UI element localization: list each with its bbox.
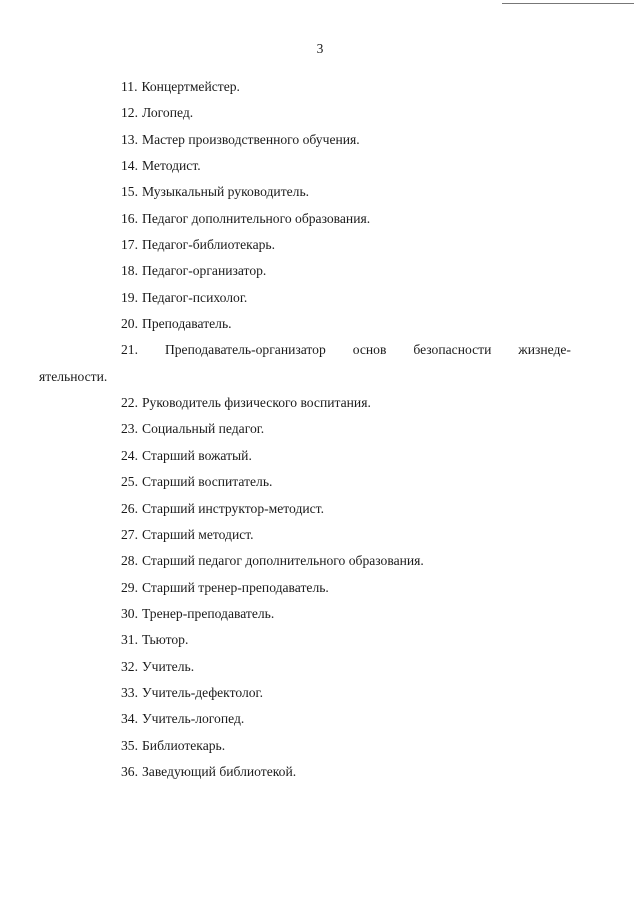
list-item [0,236,640,262]
item-text: Мастер производственного обучения. [142,131,360,147]
item-number: 25. [121,474,138,490]
list-item [0,157,640,183]
item-number: 15. [121,184,138,200]
item-text: Старший тренер-преподаватель. [142,579,329,595]
item-number: 35. [121,737,138,753]
list-item [0,526,640,552]
item-text: Библиотекарь. [142,737,226,753]
item-text: Методист. [142,158,201,174]
item-number: 30. [121,605,138,621]
item-word: основ [352,342,387,358]
item-text: Старший вожатый. [142,447,252,463]
item-number: 16. [121,210,138,226]
list-item [0,262,640,288]
item-number: 13. [121,131,138,147]
top-edge-line [502,3,634,5]
list-item [0,104,640,130]
item-number: 33. [121,684,138,700]
item-number: 28. [121,553,138,569]
list-item [0,500,640,526]
item-text: Логопед. [142,105,194,121]
page-number: 3 [316,41,324,56]
item-text: Старший воспитатель. [142,474,273,490]
item-number: 17. [121,237,138,253]
item-number: 29. [121,579,138,595]
list-item [0,289,640,315]
list-item [0,552,640,578]
item-number: 32. [121,658,138,674]
item-text: Учитель-дефектолог. [142,684,264,700]
item-text: Учитель-логопед. [142,711,245,727]
item-text: Старший методист. [142,526,254,542]
list-item [0,579,640,605]
item-number: 34. [121,711,138,727]
item-text: Тренер-преподаватель. [142,605,275,621]
item-continuation: ятельности. [39,368,108,384]
list-item [0,684,640,710]
item-text: Социальный педагог. [142,421,265,437]
item-number: 27. [121,526,138,542]
item-number: 24. [121,447,138,463]
item-number: 36. [121,763,138,779]
item-text: Старший инструктор-методист. [142,500,324,516]
item-number: 26. [121,500,138,516]
list-item [0,341,640,394]
list-item [0,447,640,473]
item-number: 31. [121,632,138,648]
item-text: Руководитель физического воспитания. [142,395,371,411]
item-text: Музыкальный руководитель. [142,184,310,200]
item-text: Преподаватель. [142,316,232,332]
item-number: 19. [121,289,138,305]
list-item [0,210,640,236]
item-text: Учитель. [142,658,195,674]
list-item [0,78,640,104]
item-number: 20. [121,316,138,332]
item-text: Заведующий библиотекой. [142,763,297,779]
list-item [0,473,640,499]
item-text: Старший педагог дополнительного образования. [142,553,424,569]
position-list [0,78,640,789]
item-word: Преподаватель-организатор [164,342,326,358]
item-text: Концертмейстер. [141,79,240,94]
item-text: Тьютор. [142,632,189,648]
item-text: Педагог-организатор. [142,263,267,279]
list-item [0,183,640,209]
item-number: 12. [121,105,138,121]
item-number: 23. [121,421,138,437]
list-item [0,631,640,657]
item-word: безопасности [413,342,492,358]
list-item [0,315,640,341]
list-item [0,737,640,763]
list-item [0,658,640,684]
item-number: 18. [121,263,138,279]
list-item [0,394,640,420]
item-number: 11. [121,79,138,94]
list-item [0,605,640,631]
list-item-line [121,341,571,359]
item-text: Педагог-психолог. [142,289,248,305]
item-number: 22. [121,395,138,411]
list-item [0,710,640,736]
item-word: жизнеде- [518,342,571,358]
item-text: Педагог-библиотекарь. [142,237,276,253]
item-number: 21. [121,342,138,358]
item-number: 14. [121,158,138,174]
list-item [0,763,640,789]
list-item [0,131,640,157]
item-text: Педагог дополнительного образования. [142,210,371,226]
list-item [0,420,640,446]
